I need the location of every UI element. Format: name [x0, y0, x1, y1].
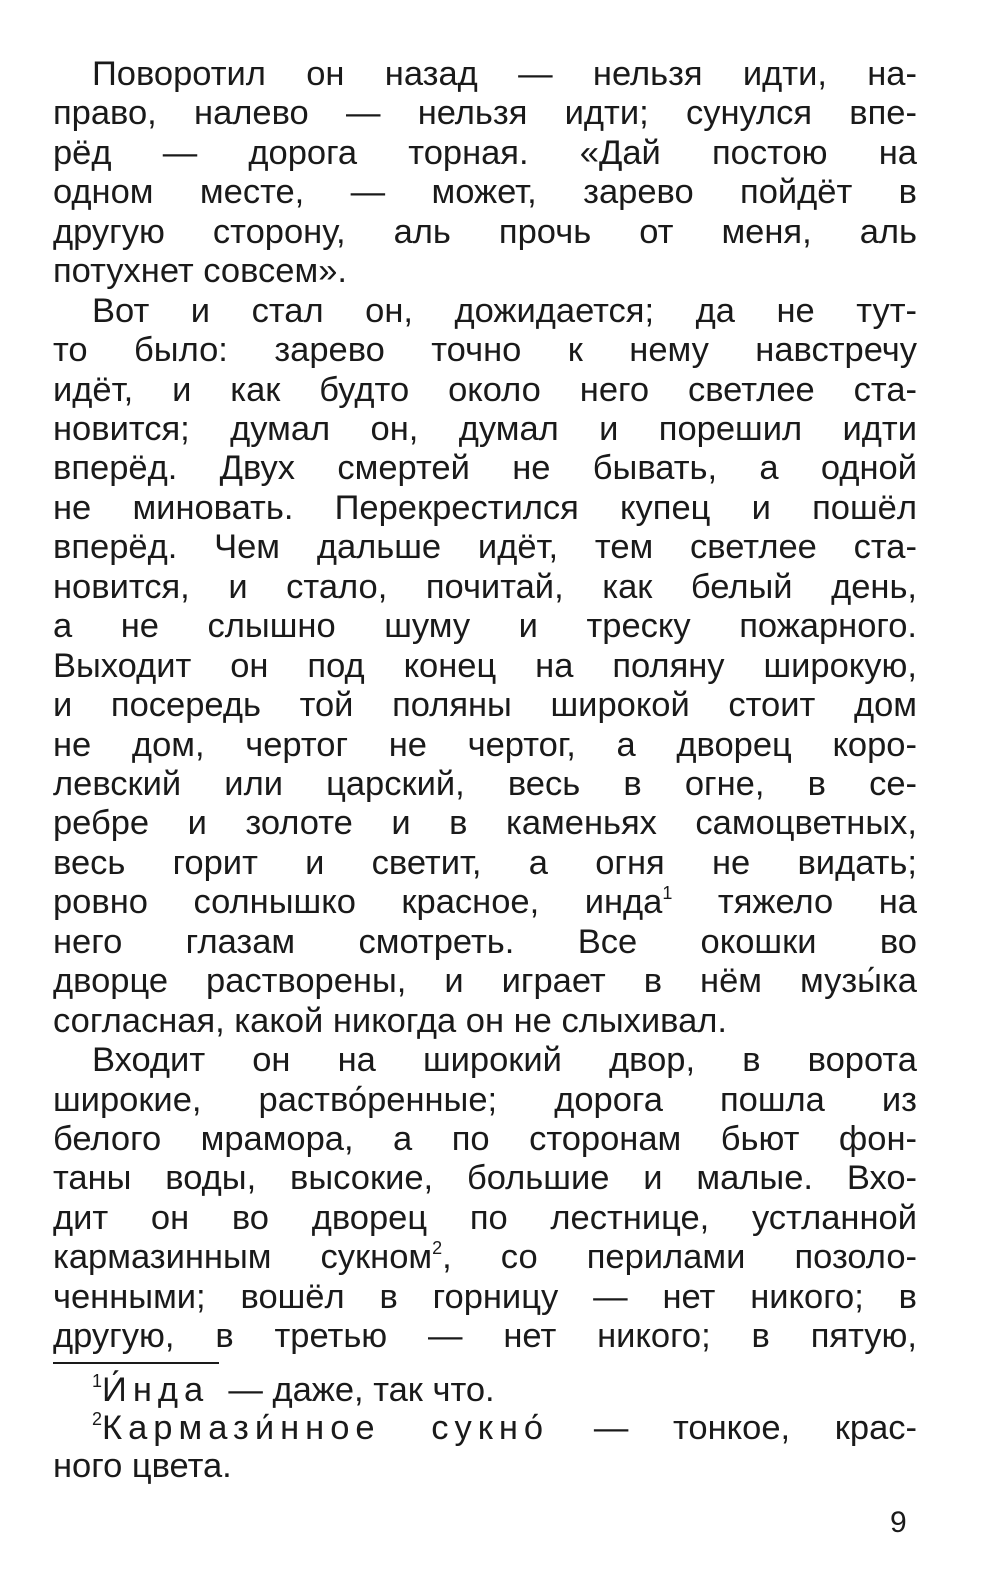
- text-line-with-footnote-2: [53, 1237, 917, 1277]
- text-line: идёт, и как будто около него светлее ста-: [53, 371, 917, 409]
- text-line: и посередь той поляны широкой стоит дом: [53, 686, 917, 724]
- text-line: другую, в третью — нет никого; в пятую,: [53, 1317, 917, 1355]
- text-line: новится; думал он, думал и порешил идти: [53, 410, 917, 448]
- footnote-separator: [53, 1362, 219, 1364]
- text-line-with-footnote-1: [53, 882, 917, 922]
- text-line: таны воды, высокие, большие и малые. Вхо-: [53, 1159, 917, 1197]
- text-line: дит он во дворец по лестнице, устланной: [53, 1199, 917, 1237]
- text-line: одном месте, — может, зарево пойдёт в: [53, 173, 917, 211]
- footnote-2-continuation: ного цвета.: [53, 1447, 232, 1485]
- text-line: согласная, какой никогда он не слыхивал.: [53, 1002, 727, 1040]
- text-line: Входит он на широкий двор, в ворота: [92, 1041, 917, 1079]
- text-line: весь горит и светит, а огня не видать;: [53, 844, 917, 882]
- text-segment: ровно солнышко красное, инда: [53, 883, 663, 921]
- footnote-mark-2: 2: [432, 1238, 443, 1258]
- page-number: 9: [890, 1506, 907, 1539]
- text-line: широкие, раство́ренные; дорога пошла из: [53, 1081, 917, 1119]
- text-line: не миновать. Перекрестился купец и пошёл: [53, 489, 917, 527]
- footnote-mark-1: 1: [662, 883, 673, 903]
- text-line: другую сторону, аль прочь от меня, аль: [53, 213, 917, 251]
- text-line: ребре и золоте и в каменьях самоцветных,: [53, 804, 917, 842]
- footnote-1: [92, 1370, 495, 1410]
- text-line: а не слышно шуму и треску пожарного.: [53, 607, 917, 645]
- footnote-2-term: Кармази́нное сукно́: [102, 1409, 550, 1447]
- text-segment: тяжело на: [717, 883, 917, 921]
- text-line: Выходит он под конец на поляну широкую,: [53, 647, 917, 685]
- text-line: право, налево — нельзя идти; сунулся впе-: [53, 94, 917, 132]
- footnote-1-mark: 1: [92, 1371, 103, 1391]
- footnote-2-definition: — тонкое, крас-: [593, 1409, 917, 1447]
- text-line: дворце растворены, и играет в нём музы́ка: [53, 962, 917, 1000]
- footnote-1-term: И́нда: [102, 1371, 210, 1409]
- text-line: то было: зарево точно к нему навстречу: [53, 331, 917, 369]
- text-line: белого мрамора, а по сторонам бьют фон-: [53, 1120, 917, 1158]
- footnote-2-mark: 2: [92, 1409, 103, 1429]
- text-line: потухнет совсем».: [53, 252, 347, 290]
- text-line: Поворотил он назад — нельзя идти, на-: [92, 55, 917, 93]
- text-line: не дом, чертог не чертог, а дворец коро-: [53, 726, 917, 764]
- text-segment: , со перилами позоло-: [442, 1238, 917, 1276]
- text-segment: кармазинным сукном: [53, 1238, 433, 1276]
- text-line: рёд — дорога торная. «Дай постою на: [53, 134, 917, 172]
- text-line: него глазам смотреть. Все окошки во: [53, 923, 917, 961]
- text-line: левский или царский, весь в огне, в се-: [53, 765, 917, 803]
- text-line: Вот и стал он, дожидается; да не тут-: [92, 292, 917, 330]
- text-line: новится, и стало, почитай, как белый день,: [53, 568, 917, 606]
- text-line: ченными; вошёл в горницу — нет никого; в: [53, 1278, 917, 1316]
- footnote-1-definition: — даже, так что.: [228, 1371, 495, 1409]
- text-line: вперёд. Чем дальше идёт, тем светлее ста-: [53, 528, 917, 566]
- text-line: вперёд. Двух смертей не бывать, а одной: [53, 449, 917, 487]
- footnote-2: [92, 1408, 917, 1448]
